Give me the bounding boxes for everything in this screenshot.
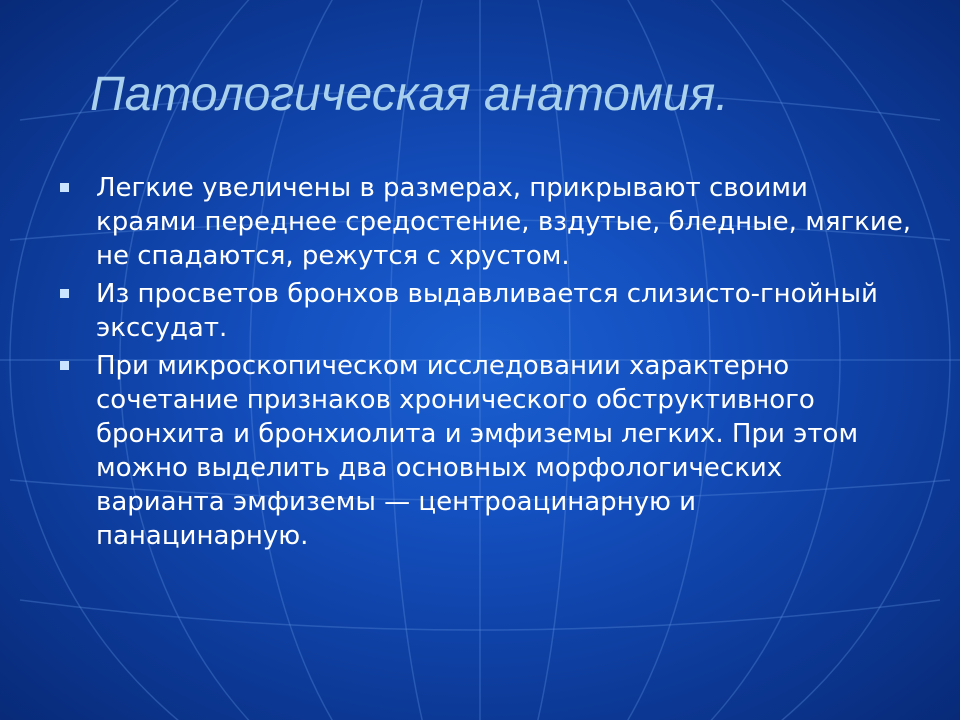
bullet-text: Легкие увеличены в размерах, прикрывают своими краями переднее средостение, вздутые, бледные, мягкие, не спадаются, режутся с хрустом. xyxy=(96,173,911,271)
bullet-item xyxy=(54,171,914,273)
square-bullet-icon xyxy=(60,289,69,298)
bullet-item xyxy=(54,277,914,345)
square-bullet-icon xyxy=(60,361,69,370)
square-bullet-icon xyxy=(60,183,69,192)
bullet-text: При микроскопическом исследовании характерно сочетание признаков хронического обструктивного бронхита и бронхиолита и эмфиземы легких. При этом можно выделить два основных морфологических варианта эмфиземы — центроацинарную и панацинарную. xyxy=(96,351,859,551)
slide-title: Патологическая анатомия. xyxy=(90,68,729,121)
bullet-text: Из просветов бронхов выдавливается слизисто-гнойный экссудат. xyxy=(96,279,878,343)
bullet-item xyxy=(54,349,914,553)
bullet-list xyxy=(54,171,914,557)
